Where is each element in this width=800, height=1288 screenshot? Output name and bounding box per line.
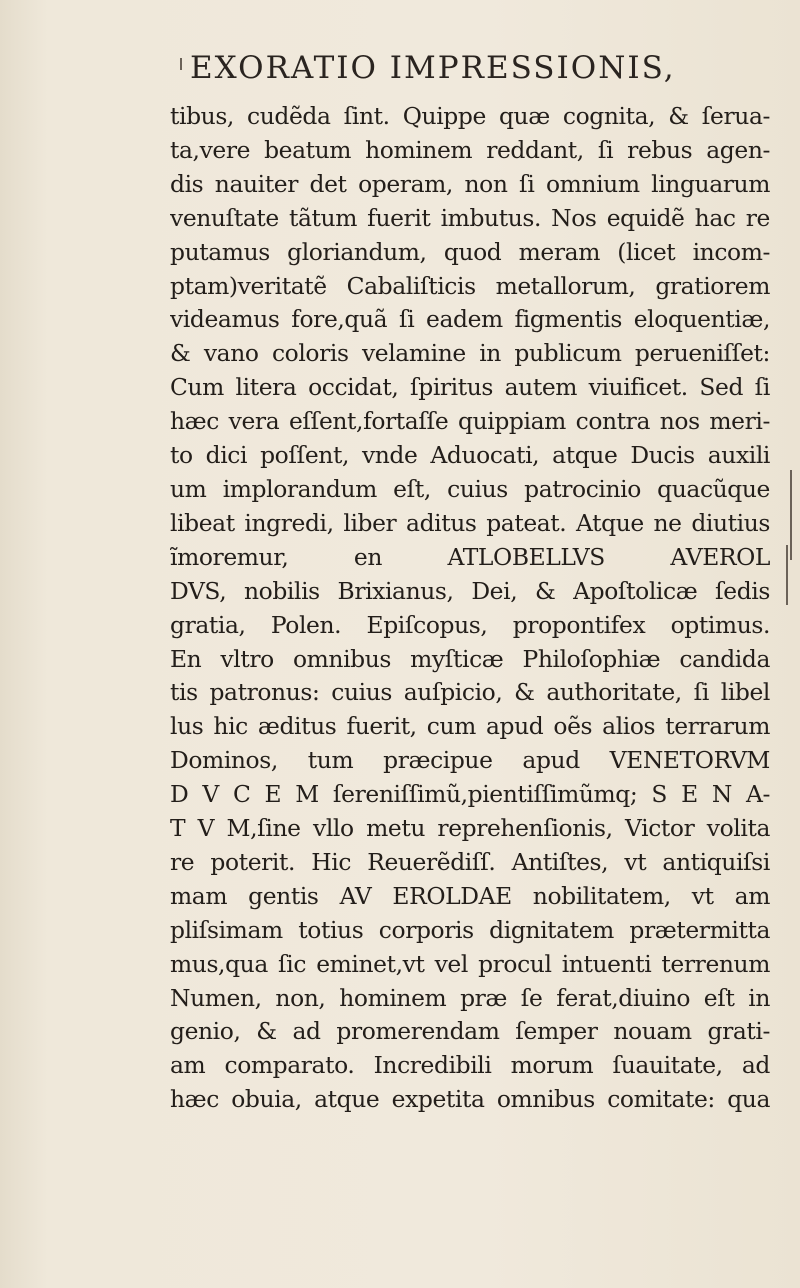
text-line: genio, & ad promerendam ſemper nouam grati-: [170, 1017, 770, 1046]
text-line: um implorandum eſt, cuius patrocinio quacũque: [170, 474, 770, 503]
text-line: am comparato. Incredibili morum ſuauitate, ad: [170, 1051, 770, 1080]
text-line: pliſsimam totius corporis dignitatem prætermitta: [170, 915, 770, 944]
margin-tick-mark: [180, 58, 182, 70]
margin-rule-mark: [786, 545, 788, 605]
text-line: ĩmoremur, en ATLOBELLVS AVEROL: [170, 542, 770, 571]
text-line: T V M,ſine vllo metu reprehenſionis, Victor volita: [170, 814, 770, 843]
text-line: ta,vere beatum hominem reddant, ſi rebus agen-: [170, 135, 770, 164]
text-line: mus,qua ſic eminet,vt vel procul intuenti terrenum: [170, 949, 770, 978]
text-line: gratia, Polen. Epiſcopus, propontifex optimus.: [170, 610, 770, 639]
text-line: libeat ingredi, liber aditus pateat. Atque ne diutius: [170, 508, 770, 537]
text-line: venuſtate tãtum fuerit imbutus. Nos equidẽ hac re: [170, 203, 770, 232]
text-line: videamus fore,quã ſi eadem figmentis eloquentiæ,: [170, 305, 770, 334]
text-line: ptam)veritatẽ Cabaliſticis metallorum, gratiorem: [170, 271, 770, 300]
body-text: [170, 100, 770, 1117]
text-line: tis patronus: cuius auſpicio, & authoritate, ſi libel: [170, 678, 770, 707]
margin-rule-mark: [790, 470, 792, 560]
text-line: En vltro omnibus myſticæ Philoſophiæ candida: [170, 644, 770, 673]
text-line: tibus, cudẽda ſint. Quippe quæ cognita, & ſerua-: [170, 102, 770, 130]
text-line: hæc obuia, atque expetita omnibus comitate: qua: [170, 1085, 770, 1114]
text-line: DVS, nobilis Brixianus, Dei, & Apoſtolicæ ſedis: [170, 576, 770, 605]
text-line: hæc vera eſſent,fortaſſe quippiam contra nos meri-: [170, 407, 770, 436]
text-line: mam gentis AV EROLDAE nobilitatem, vt am: [170, 881, 770, 910]
text-line: to dici poſſent, vnde Aduocati, atque Ducis auxili: [170, 441, 770, 470]
text-line: dis nauiter det operam, non ſi omnium linguarum: [170, 169, 770, 198]
running-head: EXORATIO IMPRESSIONIS,: [190, 50, 676, 86]
text-line: re poterit. Hic Reuerẽdiſſ. Antiſtes, vt antiquiſsi: [170, 847, 770, 876]
text-line: Cum litera occidat, ſpiritus autem viuificet. Sed ſi: [170, 373, 770, 402]
text-line: Dominos, tum præcipue apud VENETORVM: [170, 746, 770, 775]
text-line: D V C E M ſereniſſimũ,pientiſſimũmq; S E N A-: [170, 780, 770, 809]
text-line: & vano coloris velamine in publicum perueniſſet:: [170, 339, 770, 368]
text-line: putamus gloriandum, quod meram (licet incom-: [170, 237, 770, 266]
text-line: Numen, non, hominem præ ſe ferat,diuino eſt in: [170, 983, 770, 1012]
text-line: lus hic æditus fuerit, cum apud oẽs alios terrarum: [170, 712, 770, 741]
